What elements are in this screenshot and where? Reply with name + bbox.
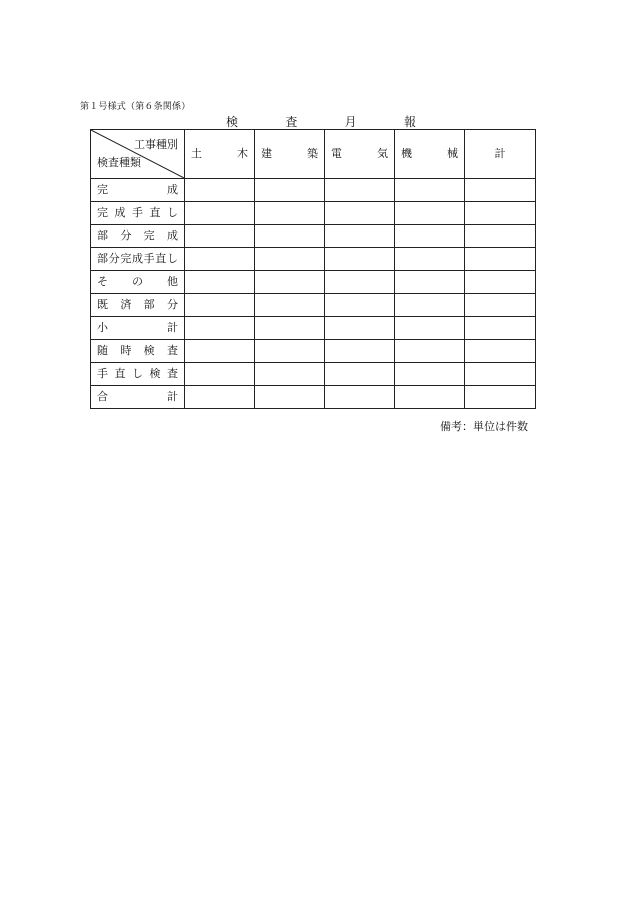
row-header-label bbox=[91, 248, 184, 270]
row-header-char: 成 bbox=[114, 206, 126, 219]
table-row bbox=[91, 248, 536, 271]
data-cell[interactable] bbox=[255, 340, 325, 363]
row-header-label bbox=[91, 294, 184, 316]
data-cell[interactable] bbox=[325, 363, 395, 386]
row-header-char: し bbox=[132, 367, 143, 380]
data-cell[interactable] bbox=[395, 363, 465, 386]
data-cell[interactable] bbox=[395, 271, 465, 294]
table-row bbox=[91, 179, 536, 202]
row-header-char: 部 bbox=[143, 298, 155, 311]
column-header bbox=[465, 130, 536, 179]
title-char: 検 bbox=[226, 115, 239, 129]
inspection-type-label: 検査種類 bbox=[97, 156, 141, 169]
row-header-char: 分 bbox=[108, 252, 120, 265]
data-cell[interactable] bbox=[325, 225, 395, 248]
column-header bbox=[325, 130, 395, 179]
column-header-char: 土 bbox=[191, 147, 202, 160]
column-header-label bbox=[465, 143, 535, 165]
row-header-char: の bbox=[132, 275, 143, 288]
data-cell[interactable] bbox=[325, 386, 395, 409]
data-cell[interactable] bbox=[395, 202, 465, 225]
data-cell[interactable] bbox=[395, 225, 465, 248]
row-header-char: 査 bbox=[167, 367, 178, 380]
column-header-char: 械 bbox=[447, 147, 458, 160]
data-cell[interactable] bbox=[395, 386, 465, 409]
data-cell[interactable] bbox=[465, 271, 536, 294]
row-header-char: 合 bbox=[97, 390, 108, 403]
data-cell[interactable] bbox=[395, 179, 465, 202]
row-header-char: 計 bbox=[167, 321, 178, 334]
data-cell[interactable] bbox=[255, 271, 325, 294]
data-cell[interactable] bbox=[395, 248, 465, 271]
row-header bbox=[91, 225, 185, 248]
data-cell[interactable] bbox=[255, 317, 325, 340]
data-cell[interactable] bbox=[185, 179, 255, 202]
row-header bbox=[91, 294, 185, 317]
column-header-label bbox=[395, 143, 464, 165]
data-cell[interactable] bbox=[255, 248, 325, 271]
inspection-report-table bbox=[90, 129, 536, 409]
data-cell[interactable] bbox=[185, 225, 255, 248]
table-row bbox=[91, 363, 536, 386]
data-cell[interactable] bbox=[185, 248, 255, 271]
column-header bbox=[255, 130, 325, 179]
data-cell[interactable] bbox=[395, 294, 465, 317]
column-header-label bbox=[185, 143, 254, 165]
row-header-char: 成 bbox=[167, 183, 178, 196]
row-header-char: 完 bbox=[120, 252, 132, 265]
row-header-char: 時 bbox=[120, 344, 132, 357]
data-cell[interactable] bbox=[325, 317, 395, 340]
row-header-char: 成 bbox=[166, 229, 178, 242]
row-header-char: 部 bbox=[97, 229, 108, 242]
data-cell[interactable] bbox=[325, 271, 395, 294]
column-header bbox=[395, 130, 465, 179]
data-cell[interactable] bbox=[395, 317, 465, 340]
data-cell[interactable] bbox=[255, 202, 325, 225]
data-cell[interactable] bbox=[325, 294, 395, 317]
column-header-label bbox=[325, 143, 394, 165]
data-cell[interactable] bbox=[185, 294, 255, 317]
row-header-char: 計 bbox=[167, 390, 178, 403]
row-header bbox=[91, 179, 185, 202]
data-cell[interactable] bbox=[185, 202, 255, 225]
row-header bbox=[91, 340, 185, 363]
data-cell[interactable] bbox=[185, 363, 255, 386]
row-header bbox=[91, 202, 185, 225]
row-header-char: 直 bbox=[149, 206, 161, 219]
column-header-char: 電 bbox=[331, 147, 342, 160]
data-cell[interactable] bbox=[325, 202, 395, 225]
row-header-label bbox=[91, 363, 184, 385]
data-cell[interactable] bbox=[465, 386, 536, 409]
row-header-char: 他 bbox=[167, 275, 178, 288]
row-header-char: 分 bbox=[166, 298, 178, 311]
row-header bbox=[91, 363, 185, 386]
corner-cell bbox=[91, 130, 185, 179]
column-header-char: 築 bbox=[307, 147, 318, 160]
data-cell[interactable] bbox=[325, 340, 395, 363]
title-char: 査 bbox=[285, 115, 298, 129]
row-header-char: 手 bbox=[132, 206, 143, 219]
data-cell[interactable] bbox=[185, 271, 255, 294]
table-row bbox=[91, 271, 536, 294]
data-cell[interactable] bbox=[185, 340, 255, 363]
data-cell[interactable] bbox=[465, 225, 536, 248]
data-cell[interactable] bbox=[325, 179, 395, 202]
row-header-char: 小 bbox=[97, 321, 108, 334]
row-header-char: 完 bbox=[97, 183, 108, 196]
table-row bbox=[91, 202, 536, 225]
row-header-char: 既 bbox=[97, 298, 108, 311]
data-cell[interactable] bbox=[255, 363, 325, 386]
column-header-char: 計 bbox=[494, 147, 506, 160]
table-row bbox=[91, 386, 536, 409]
data-cell[interactable] bbox=[185, 317, 255, 340]
data-cell[interactable] bbox=[395, 340, 465, 363]
row-header-label bbox=[91, 386, 184, 408]
table-row bbox=[91, 225, 536, 248]
row-header bbox=[91, 317, 185, 340]
row-header bbox=[91, 248, 185, 271]
column-header-char: 木 bbox=[237, 147, 248, 160]
row-header-char: 部 bbox=[97, 252, 108, 265]
data-cell[interactable] bbox=[465, 317, 536, 340]
row-header-char: 完 bbox=[143, 229, 155, 242]
row-header-char: 分 bbox=[120, 229, 132, 242]
row-header-label bbox=[91, 317, 184, 339]
row-header-char: 査 bbox=[166, 344, 178, 357]
row-header-label bbox=[91, 340, 184, 362]
row-header-label bbox=[91, 179, 184, 201]
table-row bbox=[91, 340, 536, 363]
row-header-char: 成 bbox=[131, 252, 143, 265]
data-cell[interactable] bbox=[465, 363, 536, 386]
document-title bbox=[226, 113, 416, 130]
data-cell[interactable] bbox=[255, 386, 325, 409]
data-cell[interactable] bbox=[185, 386, 255, 409]
row-header-char: 完 bbox=[97, 206, 108, 219]
row-header-char: し bbox=[166, 252, 178, 265]
row-header bbox=[91, 271, 185, 294]
title-char: 報 bbox=[403, 115, 416, 129]
row-header-char: し bbox=[167, 206, 178, 219]
row-header-char: 直 bbox=[155, 252, 167, 265]
row-header-char: 手 bbox=[143, 252, 155, 265]
column-header-char: 機 bbox=[401, 147, 412, 160]
row-header-char: 手 bbox=[97, 367, 108, 380]
title-char: 月 bbox=[344, 115, 357, 129]
data-cell[interactable] bbox=[255, 225, 325, 248]
row-header-char: 直 bbox=[114, 367, 126, 380]
column-header bbox=[185, 130, 255, 179]
row-header-char: 検 bbox=[143, 344, 155, 357]
row-header bbox=[91, 386, 185, 409]
column-header-label bbox=[255, 143, 324, 165]
data-cell[interactable] bbox=[325, 248, 395, 271]
row-header-char: そ bbox=[97, 275, 108, 288]
table-row bbox=[91, 294, 536, 317]
column-header-char: 気 bbox=[377, 147, 388, 160]
data-cell[interactable] bbox=[465, 202, 536, 225]
data-cell[interactable] bbox=[465, 179, 536, 202]
row-header-char: 随 bbox=[97, 344, 108, 357]
row-header-label bbox=[91, 271, 184, 293]
remarks-note: 備考：単位は件数 bbox=[440, 420, 528, 433]
data-cell[interactable] bbox=[465, 294, 536, 317]
table-row bbox=[91, 317, 536, 340]
data-cell[interactable] bbox=[255, 179, 325, 202]
data-cell[interactable] bbox=[255, 294, 325, 317]
row-header-char: 済 bbox=[120, 298, 132, 311]
row-header-label bbox=[91, 202, 184, 224]
data-cell[interactable] bbox=[465, 340, 536, 363]
data-cell[interactable] bbox=[465, 248, 536, 271]
row-header-label bbox=[91, 225, 184, 247]
row-header-char: 検 bbox=[149, 367, 161, 380]
column-header-char: 建 bbox=[261, 147, 272, 160]
construction-type-label: 工事種別 bbox=[134, 138, 178, 151]
form-number: 第１号様式（第６条関係） bbox=[80, 102, 191, 112]
header-row bbox=[91, 130, 536, 179]
